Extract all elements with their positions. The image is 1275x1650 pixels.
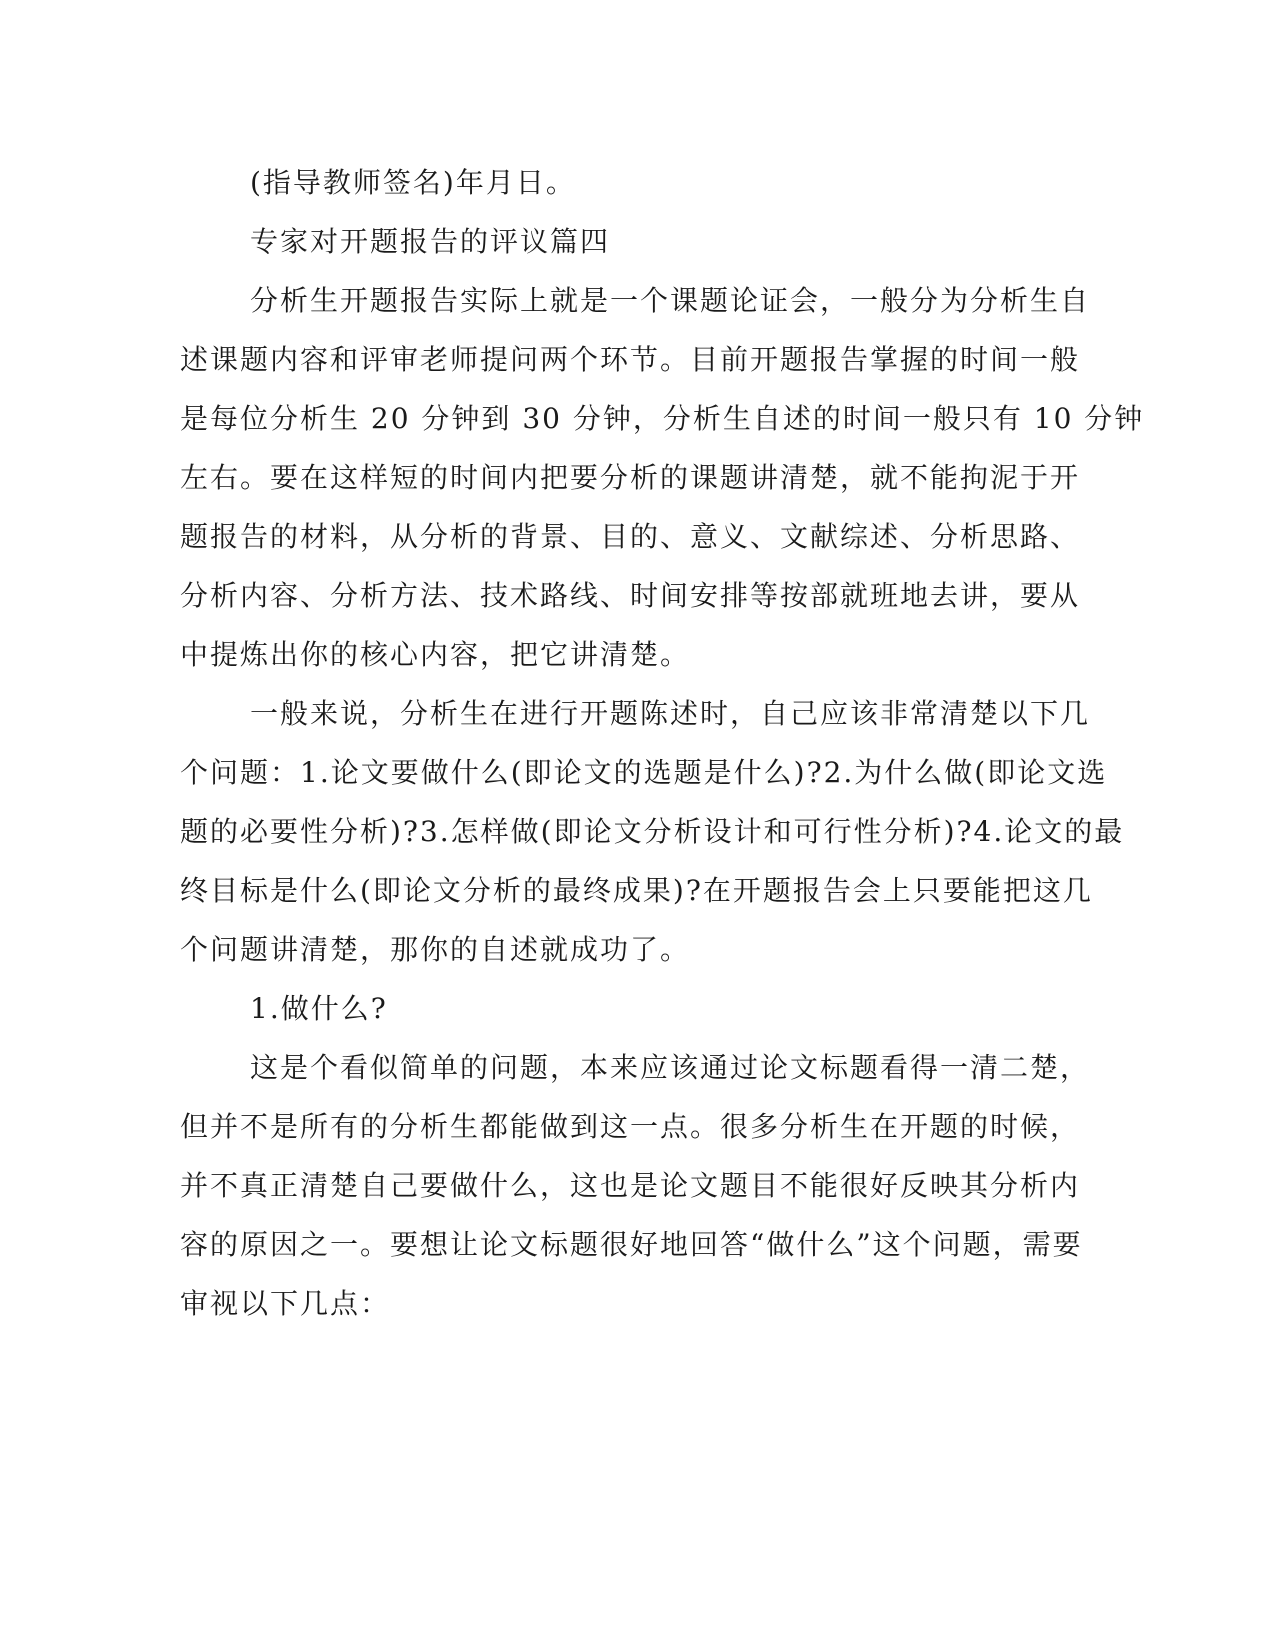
section-heading: 专家对开题报告的评议篇四 bbox=[250, 225, 611, 258]
subheading: 1.做什么? bbox=[250, 992, 388, 1025]
paragraph-line: 题的必要性分析)?3.怎样做(即论文分析设计和可行性分析)?4.论文的最 bbox=[180, 815, 1125, 848]
paragraph-line: 但并不是所有的分析生都能做到这一点。很多分析生在开题的时候， bbox=[180, 1110, 1081, 1143]
paragraph-line: 左右。要在这样短的时间内把要分析的课题讲清楚，就不能拘泥于开 bbox=[180, 461, 1081, 494]
paragraph-line: 是每位分析生 20 分钟到 30 分钟，分析生自述的时间一般只有 10 分钟 bbox=[180, 402, 1145, 435]
paragraph-line: 一般来说，分析生在进行开题陈述时，自己应该非常清楚以下几 bbox=[250, 697, 1091, 730]
paragraph-line: 中提炼出你的核心内容，把它讲清楚。 bbox=[180, 638, 691, 671]
paragraph-line: 审视以下几点： bbox=[180, 1287, 391, 1320]
paragraph-line: 题报告的材料，从分析的背景、目的、意义、文献综述、分析思路、 bbox=[180, 520, 1081, 553]
paragraph-line: 分析内容、分析方法、技术路线、时间安排等按部就班地去讲，要从 bbox=[180, 579, 1081, 612]
signature-line: (指导教师签名)年月日。 bbox=[250, 166, 576, 199]
paragraph-line: 述课题内容和评审老师提问两个环节。目前开题报告掌握的时间一般 bbox=[180, 343, 1081, 376]
paragraph-line: 终目标是什么(即论文分析的最终成果)?在开题报告会上只要能把这几 bbox=[180, 874, 1093, 907]
paragraph-line: 容的原因之一。要想让论文标题很好地回答“做什么”这个问题，需要 bbox=[180, 1228, 1083, 1261]
paragraph-line: 个问题：1.论文要做什么(即论文的选题是什么)?2.为什么做(即论文选 bbox=[180, 756, 1108, 789]
paragraph-line: 分析生开题报告实际上就是一个课题论证会，一般分为分析生自 bbox=[250, 284, 1091, 317]
paragraph-line: 这是个看似简单的问题，本来应该通过论文标题看得一清二楚， bbox=[250, 1051, 1091, 1084]
paragraph-line: 并不真正清楚自己要做什么，这也是论文题目不能很好反映其分析内 bbox=[180, 1169, 1081, 1202]
paragraph-line: 个问题讲清楚，那你的自述就成功了。 bbox=[180, 933, 691, 966]
